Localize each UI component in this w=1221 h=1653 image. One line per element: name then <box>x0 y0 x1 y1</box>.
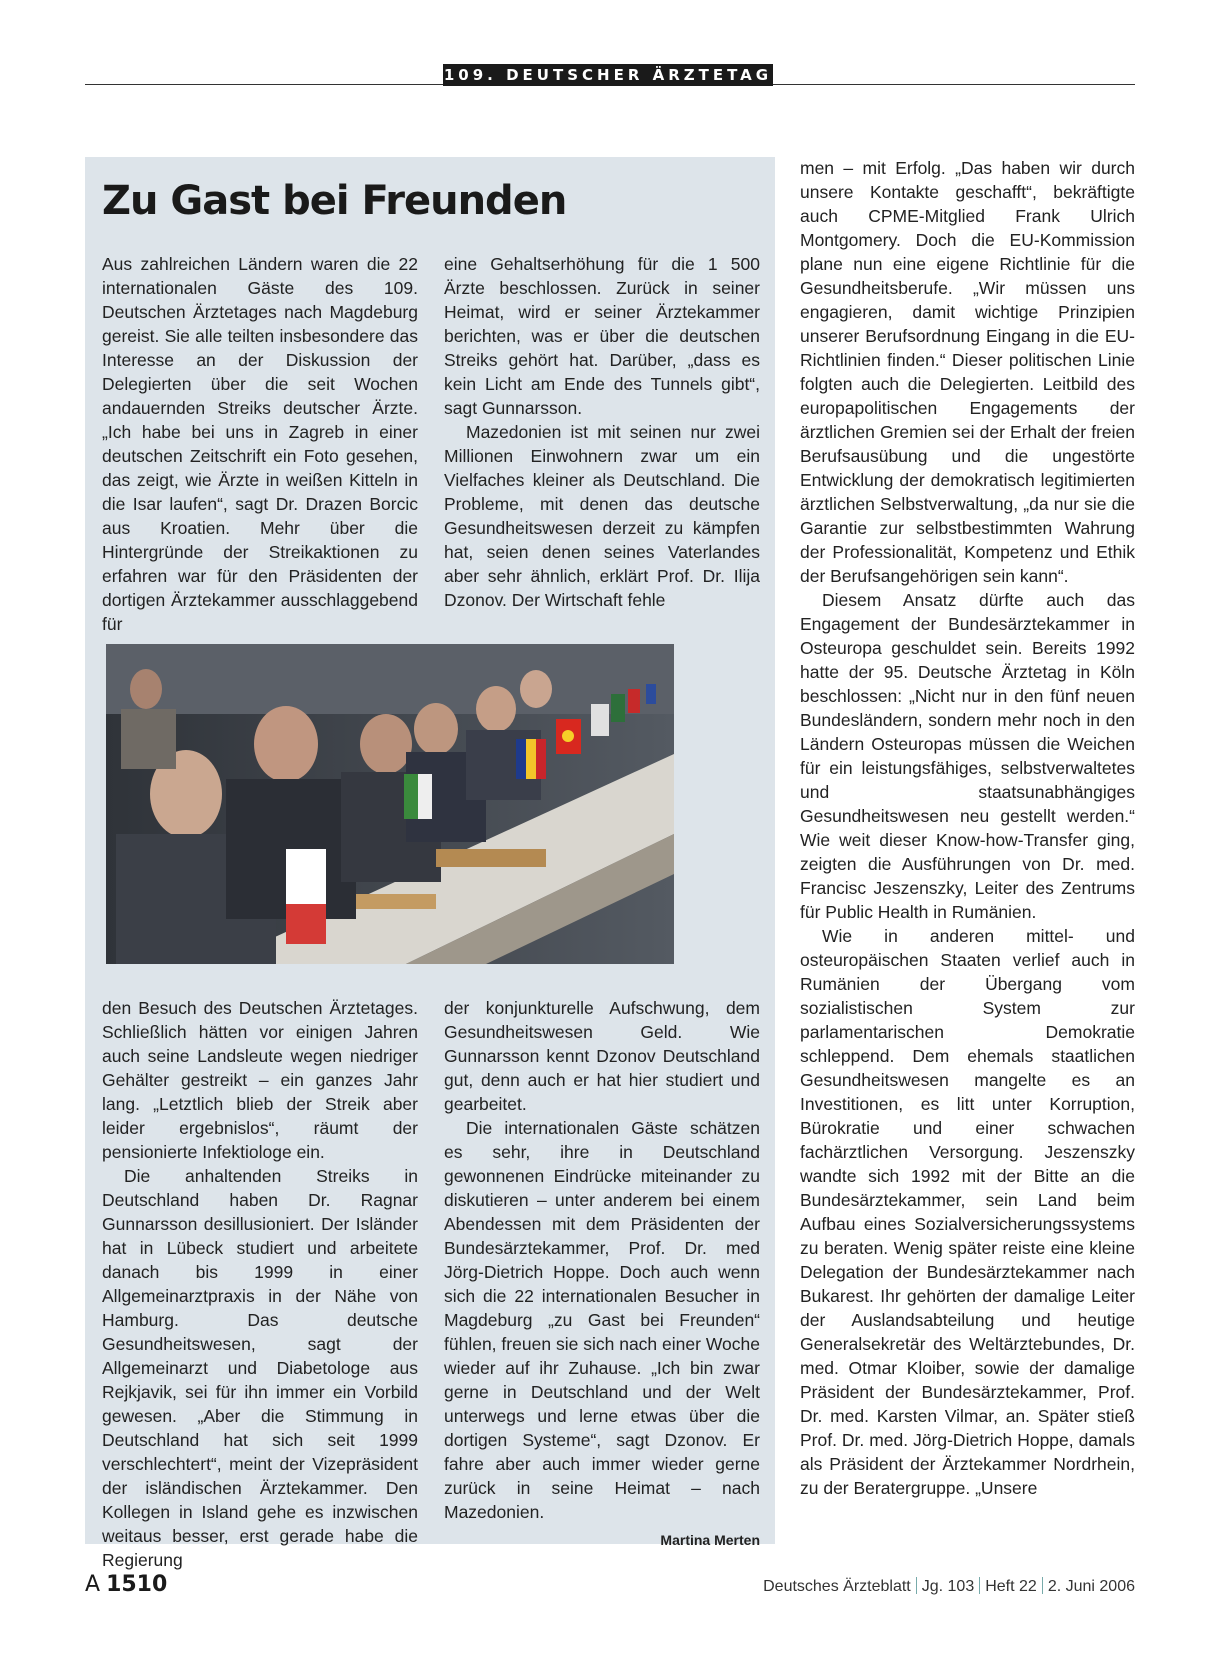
paragraph: Diesem Ansatz dürfte auch das Engagement der Bundesärztekammer in Osteuropa geschuldet sein. Bereits 1992 hatte der 95. Deutsche Ärztetag in Köln beschlossen: „Nicht nur in den fünf neuen Bundesländern, sondern mehr noch in den Ländern Osteuropas müssen die Weichen für ein leistungsfähiges, selbstverwaltetes und staatsunabhängiges Gesundheitswesen neu gestellt werden.“ Wie weit dieser Know-how-Transfer ging, zeigten die Ausführungen von Dr. med. Francisc Jeszenszky, Leiter des Zentrums für Public Health in Rumänien. <box>800 590 1135 922</box>
journal-volume: Jg. 103 <box>921 1578 975 1595</box>
article-column-3 <box>102 996 418 1572</box>
paragraph: Aus zahlreichen Ländern waren die 22 internationalen Gäste des 109. Deutschen Ärztetages nach Magdeburg gereist. Sie alle teilten insbesondere das Interesse an der Diskussion der Delegierten über die seit Wochen andauernden Streiks deutscher Ärzte. „Ich habe bei uns in Zagreb in einer deutschen Zeitschrift ein Foto gesehen, das zeigt, wie Ärzte in weißen Kitteln in die Isar laufen“, sagt Dr. Drazen Borcic aus Kroatien. Mehr über die Hintergründe der Streikaktionen zu erfahren war für den Präsidenten der dortigen Ärztekammer ausschlaggebend für <box>102 254 418 634</box>
paragraph: eine Gehaltserhöhung für die 1 500 Ärzte beschlossen. Zurück in seiner Heimat, wird er seiner Ärztekammer berichten, was er über die deutschen Streiks gehört hat. Darüber, „dass es kein Licht am Ende des Tunnels gibt“, sagt Gunnarsson. <box>444 254 760 418</box>
article-column-5 <box>800 156 1135 1500</box>
divider <box>1042 1577 1043 1594</box>
paragraph: Mazedonien ist mit seinen nur zwei Millionen Einwohnern zwar um ein Vielfaches kleiner als Deutschland. Die Probleme, mit denen das deutsche Gesundheitswesen derzeit zu kämpfen hat, seien denen seines Vaterlandes aber sehr ähnlich, erklärt Prof. Dr. Ilija Dzonov. Der Wirtschaft fehle <box>444 422 760 610</box>
article-column-2 <box>444 252 760 612</box>
section-label: 109. DEUTSCHER ÄRZTETAG <box>443 66 773 84</box>
paragraph: der konjunkturelle Aufschwung, dem Gesundheitswesen Geld. Wie Gunnarsson kennt Dzonov Deutschland gut, denn auch er hat hier studiert und gearbeitet. <box>444 998 760 1114</box>
delegates-photo <box>106 644 674 964</box>
journal-date: 2. Juni 2006 <box>1047 1578 1135 1595</box>
journal-name: Deutsches Ärzteblatt <box>763 1578 911 1595</box>
article-photo <box>106 644 674 964</box>
divider <box>979 1577 980 1594</box>
paragraph: men – mit Erfolg. „Das haben wir durch unsere Kontakte geschafft“, bekräftigte auch CPME-Mitglied Frank Ulrich Montgomery. Doch die EU-Kommission plane nun eine eigene Richtlinie für die Gesundheitsberufe. „Wir müssen uns engagieren, damit wichtige Prinzipien unserer Berufsordnung Eingang in die EU-Richtlinien finden.“ Dieser politischen Linie folgten auch die Delegierten. Leitbild des europapolitischen Engagements der ärztlichen Gremien sei der Erhalt der freien Berufsausübung und die ungestörte Entwicklung der demokratisch legitimierten ärztlichen Selbstverwaltung, „da nur sie die Garantie zur selbstbestimmten Wahrung der Professionalität, Kompetenz und Ethik der Berufsangehörigen sein kann“. <box>800 158 1135 586</box>
page-prefix: A <box>85 1572 101 1597</box>
paragraph: Wie in anderen mittel- und osteuropäischen Staaten verlief auch in Rumänien der Übergang vom sozialistischen System zur parlamentarischen Demokratie schleppend. Dem ehemals staatlichen Gesundheitswesen mangelte es an Investitionen, es litt unter Korruption, Bürokratie und einer schwachen fachärztlichen Versorgung. Jeszenszky wandte sich 1992 mit der Bitte an die Bundesärztekammer, sein Land beim Aufbau eines Sozialversicherungssystems zu beraten. Wenig später reiste eine kleine Delegation der Bundesärztekammer nach Bukarest. Ihr gehörten der damalige Leiter der Auslandsabteilung und heutige Generalsekretär des Weltärztebundes, Dr. med. Otmar Kloiber, sowie der damalige Präsident der Bundesärztekammer, Prof. Dr. med. Karsten Vilmar, an. Später stieß Prof. Dr. med. Jörg-Dietrich Hoppe, damals als Präsident der Ärztekammer Nordrhein, zu der Beratergruppe. „Unsere <box>800 926 1135 1498</box>
article-column-4 <box>444 996 760 1552</box>
author-byline: Martina Merten <box>660 1532 760 1548</box>
journal-info <box>763 1577 1135 1596</box>
page-number-value: 1510 <box>106 1572 168 1597</box>
article-headline: Zu Gast bei Freunden <box>102 178 567 224</box>
divider <box>916 1577 917 1594</box>
paragraph: Die internationalen Gäste schätzen es sehr, ihre in Deutschland gewonnenen Eindrücke miteinander zu diskutieren – unter anderem bei einem Abendessen mit dem Präsidenten der Bundesärztekammer, Prof. Dr. med Jörg-Dietrich Hoppe. Doch auch wenn sich die 22 internationalen Besucher in Magdeburg „zu Gast bei Freunden“ fühlen, freuen sie sich nach einer Woche wieder auf ihr Zuhause. „Ich bin zwar gerne in Deutschland und der Welt unterwegs und lerne etwas über die dortigen Systeme“, sagt Dzonov. Er fahre aber auch immer wieder gerne zurück in seine Heimat – nach Mazedonien. <box>444 1118 760 1522</box>
page-number <box>85 1572 167 1597</box>
paragraph: Die anhaltenden Streiks in Deutschland haben Dr. Ragnar Gunnarsson desillusioniert. Der Isländer hat in Lübeck studiert und arbeitete danach bis 1999 in einer Allgemeinarztpraxis in der Nähe von Hamburg. Das deutsche Gesundheitswesen, sagt der Allgemeinarzt und Diabetologe aus Rejkjavik, sei für ihn immer ein Vorbild gewesen. „Aber die Stimmung in Deutschland hat sich seit 1999 verschlechtert“, meint der Vizepräsident der isländischen Ärztekammer. Den Kollegen in Island gehe es inzwischen weitaus besser, erst gerade habe die Regierung <box>102 1166 418 1570</box>
paragraph: den Besuch des Deutschen Ärztetages. Schließlich hätten vor einigen Jahren auch seine Landsleute wegen niedriger Gehälter gestreikt – ein ganzes Jahr lang. „Letztlich blieb der Streik aber leider ergebnislos“, räumt der pensionierte Infektiologe ein. <box>102 998 418 1162</box>
journal-issue: Heft 22 <box>985 1578 1037 1595</box>
article-column-1 <box>102 252 418 636</box>
